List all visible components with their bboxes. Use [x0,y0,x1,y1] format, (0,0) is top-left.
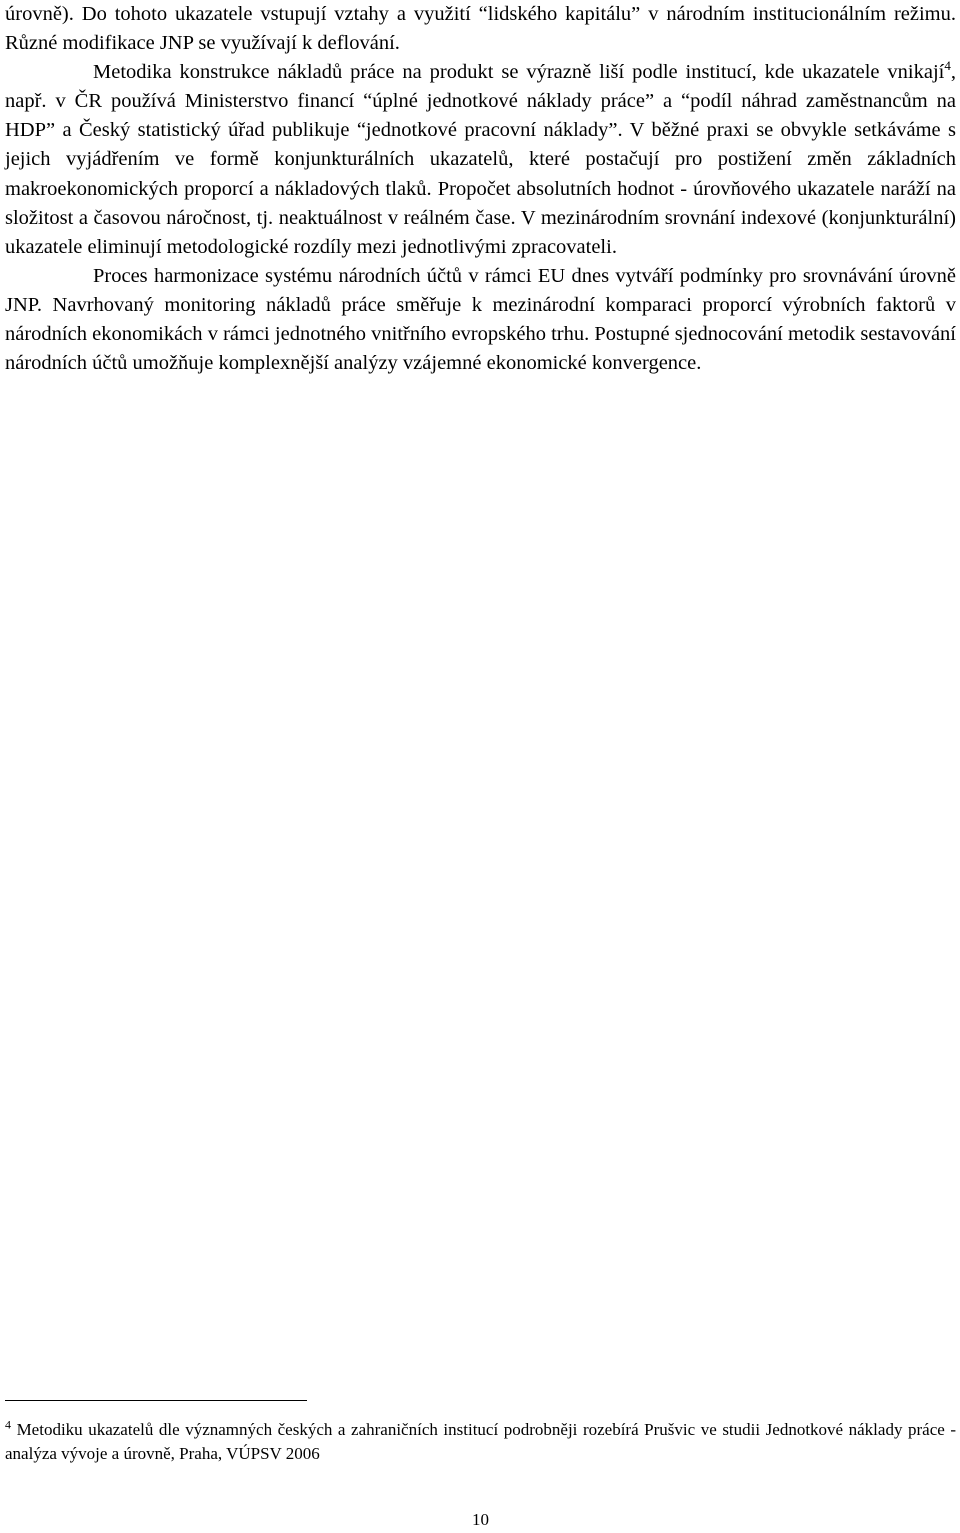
footnote [5,1418,956,1466]
paragraph-1: úrovně). Do tohoto ukazatele vstupují vztahy a využití “lidského kapitálu” v národním institucionálním režimu. Různé modifikace JNP se využívají k deflování. [5,3,956,55]
page-number: 10 [472,1510,489,1529]
paragraph-2-text-start: Metodika konstrukce nákladů práce na produkt se výrazně liší podle institucí, kde ukazatele vnikají [93,61,945,84]
body-text [5,0,956,378]
footnote-text: Metodiku ukazatelů dle významných českých a zahraničních institucí podrobněji rozebírá Prušvic ve studii Jednotkové náklady práce - analýza vývoje a úrovně, Praha, VÚPSV 2006 [5,1420,957,1463]
footnote-item [5,1418,956,1466]
document-page [5,0,956,1533]
paragraph-2 [5,58,956,262]
footnote-reference[interactable]: 4 [944,58,951,74]
paragraph-3: Proces harmonizace systému národních účtů v rámci EU dnes vytváří podmínky pro srovnávání úrovně JNP. Navrhovaný monitoring nákladů práce směřuje k mezinárodní komparaci proporcí výrobních faktorů v národních ekonomikách v rámci jednotného vnitřního evropského trhu. Postupné sjednocování metodik sestavování národních účtů umožňuje komplexnější analýzy vzájemné ekonomické konvergence. [5,264,956,375]
paragraph-2-text-end: , např. v ČR používá Ministerstvo financí “úplné jednotkové náklady práce” a “podíl náhrad zaměstnancům na HDP” a Český statistický úřad publikuje “jednotkové pracovní náklady”. V běžné praxi se obvykle setkáváme s jejich vyjádřením ve formě konjunkturálních ukazatelů, které postačují pro postižení změn základních makroekonomických proporcí a nákladových tlaků. Propočet absolutních hodnot - úrovňového ukazatele naráží na složitost a časovou náročnost, tj. neaktuálnost v reálném čase. V mezinárodním srovnání indexové (konjunkturální) ukazatele eliminují metodologické rozdíly mezi jednotlivými zpracovateli. [5,61,956,258]
footnote-separator [5,1400,307,1401]
footnote-number: 4 [5,1417,11,1432]
